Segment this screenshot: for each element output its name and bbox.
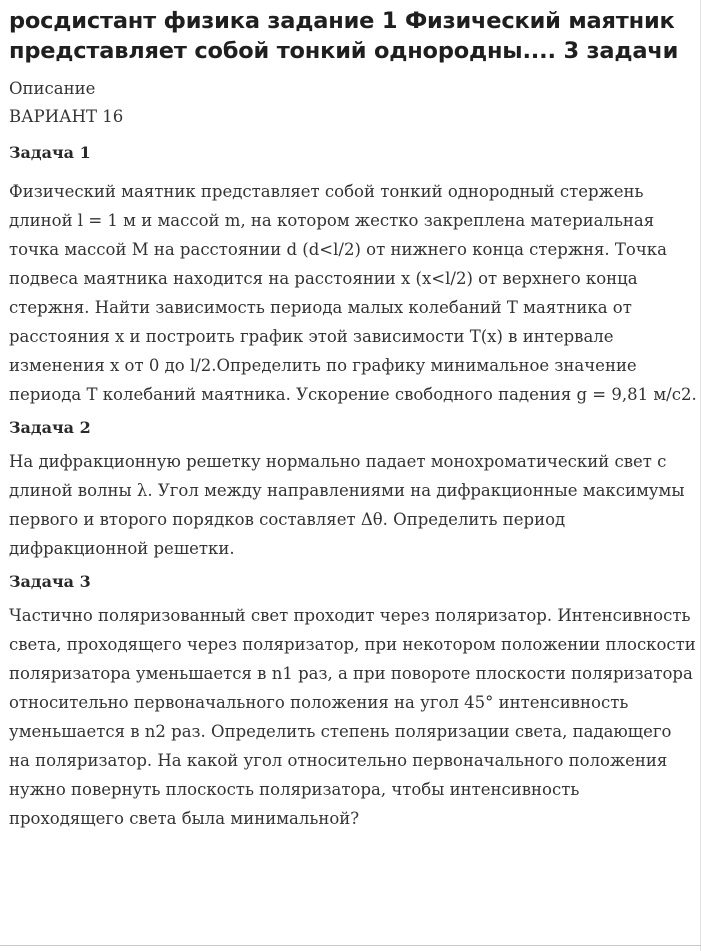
description-label: Описание (9, 79, 96, 98)
page-title: росдистант физика задание 1 Физический маятник представляет собой тонкий однородны.... 3 задачи (9, 8, 679, 64)
task-2-text: На дифракционную решетку нормально падает монохроматический свет с длиной волны λ. Угол между направлениями на дифракционные максимумы первого и второго порядков составляет Δθ. Определить период дифракционной решетки. (9, 452, 685, 558)
bottom-divider (0, 945, 701, 946)
task-2-heading: Задача 2 (9, 418, 91, 437)
variant-label: ВАРИАНТ 16 (9, 107, 124, 126)
task-1-heading: Задача 1 (9, 143, 91, 162)
task-1-text: Физический маятник представляет собой тонкий однородный стержень длиной l = 1 м и массой m, на котором жестко закреплена материальная точка массой M на расстоянии d (d<l/2) от нижнего конца стержня. Точка подвеса маятника находится на расстоянии x (x<l/2) от верхнего конца стержня. Найти зависимость периода малых колебаний T маятника от расстояния x и построить график этой зависимости T(x) в интервале изменения x от 0 до l/2.Определить по графику минимальное значение периода T колебаний маятника. Ускорение свободного падения g = 9,81 м/c2. (9, 182, 697, 404)
task-3-text: Частично поляризованный свет проходит через поляризатор. Интенсивность света, проходящего через поляризатор, при некотором положении плоскости поляризатора уменьшается в n1 раз, а при повороте плоскости поляризатора относительно первоначального положения на угол 45° интенсивность уменьшается в n2 раз. Определить степень поляризации света, падающего на поляризатор. На какой угол относительно первоначального положения нужно повернуть плоскость поляризатора, чтобы интенсивность проходящего света была минимальной? (9, 606, 696, 828)
document-page (9, 6, 697, 833)
task-3-heading: Задача 3 (9, 572, 91, 591)
